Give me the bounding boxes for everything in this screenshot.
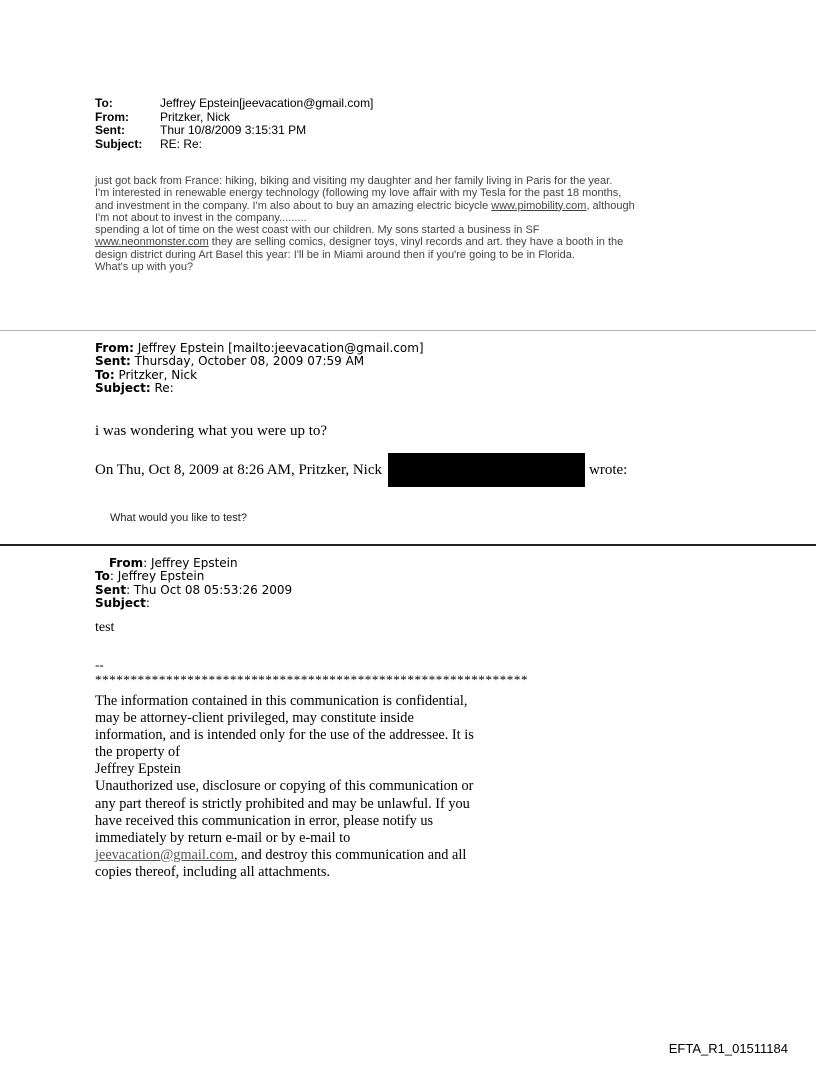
header-value: RE: Re: [160, 136, 203, 151]
header-row-sent [95, 124, 373, 138]
header-label: Subject: [95, 136, 143, 151]
email-link[interactable]: jeevacation@gmail.com [95, 846, 235, 863]
email-header-2 [95, 342, 424, 395]
header-value: : Thu Oct 08 05:53:26 2009 [126, 582, 293, 597]
quote-suffix: wrote: [589, 461, 628, 478]
body-line [95, 236, 775, 248]
notice-owner: Jeffrey Epstein [95, 761, 181, 778]
quote-attribution [95, 453, 627, 487]
body-line: spending a lot of time on the west coast with our children. My sons started a business in SF [95, 224, 540, 237]
header-value: Thursday, October 08, 2009 07:59 AM [130, 354, 365, 369]
body-line: I'm not about to invest in the company......... [95, 211, 307, 224]
header-row-subject [95, 382, 424, 395]
quote-prefix: On Thu, Oct 8, 2009 at 8:26 AM, Pritzker, Nick [95, 461, 383, 478]
confidentiality-notice [95, 693, 475, 881]
body-line: design district during Art Basel this year: I'll be in Miami around then if you're going to be in Florida. [95, 248, 575, 261]
header-label: From [109, 556, 144, 570]
header-value: : Jeffrey Epstein [109, 569, 205, 584]
header-label: Sent: [95, 123, 125, 137]
header-label: Subject: [95, 380, 151, 395]
notice-paragraph [95, 778, 475, 881]
header-value: Thur 10/8/2009 3:15:31 PM [160, 123, 307, 137]
body-line: just got back from France: hiking, biking and visiting my daughter and her family living in Paris for the year. [95, 175, 613, 187]
header-label: To: [95, 367, 115, 382]
signature-stars: ************************************************************* [95, 672, 529, 687]
quoted-text: What would you like to test? [110, 512, 247, 524]
header-value: Jeffrey Epstein[jeevacation@gmail.com] [160, 96, 374, 110]
header-row-to [95, 97, 373, 111]
header-value: Jeffrey Epstein [mailto:jeevacation@gmail.com] [133, 341, 424, 355]
body-line: I'm interested in renewable energy technology (following my love affair with my Tesla for the past 18 months, [95, 187, 622, 200]
pimobility-link[interactable]: www.pimobility.com [491, 199, 587, 212]
header-row-from [95, 342, 424, 355]
header-value: Re: [150, 380, 174, 395]
divider [0, 330, 816, 331]
header-value: : [145, 595, 150, 610]
header-row-subject [95, 597, 292, 610]
body-text: , although [586, 199, 635, 212]
header-label: Sent: [95, 354, 131, 369]
body-text: and investment in the company. I'm also about to buy an amazing electric bicycle [95, 199, 492, 212]
body-line: What's up with you? [95, 261, 194, 274]
header-row-from [95, 111, 373, 125]
header-value: : Jeffrey Epstein [143, 556, 238, 570]
header-row-sent [95, 584, 292, 597]
header-label: Sent [95, 582, 127, 597]
header-row-from [95, 557, 292, 570]
header-label: To [95, 569, 110, 584]
notice-text: , and destroy this communication and all copies thereof, including all attachments. [95, 846, 467, 880]
header-row-to [95, 369, 424, 382]
header-label: Subject [95, 595, 146, 610]
body-line [95, 200, 775, 212]
header-label: To: [95, 96, 113, 110]
email-header-3 [95, 557, 292, 610]
notice-text: Unauthorized use, disclosure or copying of this communication or any part thereof is strictly prohibited and may be unlawful. If you have received this communication in error, please notify us immediately by return e-mail or by e-mail to [95, 778, 474, 846]
email-body-2: i was wondering what you were up to? [95, 423, 328, 439]
header-label: From: [95, 341, 134, 355]
header-label: From: [95, 109, 129, 124]
neonmonster-link[interactable]: www.neonmonster.com [95, 236, 209, 249]
header-row-subject [95, 138, 373, 152]
notice-paragraph: The information contained in this communication is confidential, may be attorney-client privileged, may constitute inside information, and is intended only for the use of the addressee. It is the property of [95, 693, 474, 761]
divider [0, 544, 816, 546]
document-id: EFTA_R1_01511184 [668, 1041, 788, 1056]
header-value: Pritzker, Nick [114, 367, 198, 382]
header-value: Pritzker, Nick [160, 109, 231, 124]
redaction-block [388, 453, 585, 487]
header-row-sent [95, 355, 424, 368]
email-header-1 [95, 97, 373, 151]
body-text: they are selling comics, designer toys, vinyl records and art. they have a booth in the [208, 236, 624, 249]
email-body-3: test [95, 620, 115, 635]
signature-dash: -- [95, 657, 104, 672]
email-body-1 [95, 175, 775, 273]
header-row-to [95, 570, 292, 583]
